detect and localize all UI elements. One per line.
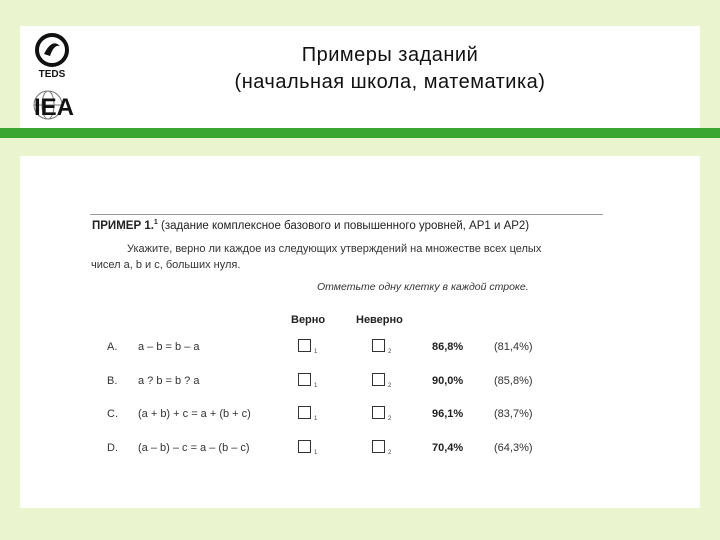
true-code: 1 (314, 383, 318, 389)
row-letter: A. (107, 341, 118, 353)
teds-logo (30, 32, 74, 80)
true-code: 1 (314, 416, 318, 422)
page-title-line1: Примеры заданий (301, 44, 479, 66)
true-code: 1 (314, 450, 318, 456)
prompt-line1: Укажите, верно ли каждое из следующих утверждений на множестве всех целых (127, 243, 542, 255)
statement-row (20, 406, 700, 428)
row-letter: D. (107, 442, 118, 454)
header-panel (20, 26, 700, 128)
iea-logo (30, 88, 78, 122)
true-checkbox[interactable] (298, 373, 311, 386)
row-percent: 90,0% (432, 375, 464, 387)
content-panel (20, 156, 700, 508)
false-code: 2 (388, 383, 392, 389)
false-code: 2 (388, 450, 392, 456)
example-heading (92, 219, 529, 232)
false-checkbox[interactable] (372, 406, 385, 419)
column-header-false: Неверно (356, 314, 403, 326)
top-rule (90, 214, 603, 215)
row-intl-percent: (83,7%) (494, 408, 533, 420)
example-label: ПРИМЕР 1. (92, 219, 154, 232)
true-checkbox[interactable] (298, 406, 311, 419)
row-statement: (a + b) + c = a + (b + c) (138, 408, 251, 420)
false-checkbox[interactable] (372, 440, 385, 453)
false-code: 2 (388, 416, 392, 422)
row-percent: 86,8% (432, 341, 464, 353)
statement-row (20, 373, 700, 395)
row-letter: C. (107, 408, 118, 420)
row-statement: a ? b = b ? a (138, 375, 200, 387)
column-header-true: Верно (291, 314, 326, 326)
false-code: 2 (388, 349, 392, 355)
row-letter: B. (107, 375, 118, 387)
example-caption: (задание комплексное базового и повышенного уровней, AP1 и AP2) (157, 219, 530, 232)
false-checkbox[interactable] (372, 373, 385, 386)
statement-row (20, 339, 700, 361)
row-statement: a – b = b – a (138, 341, 200, 353)
example-footnote-mark: 1 (153, 219, 158, 226)
iea-logo-text: IEA (34, 94, 75, 121)
true-checkbox[interactable] (298, 440, 311, 453)
row-statement: (a – b) – c = a – (b – c) (138, 442, 250, 454)
row-percent: 70,4% (432, 442, 464, 454)
statement-row (20, 440, 700, 462)
row-percent: 96,1% (432, 408, 464, 420)
instruction-text: Отметьте одну клетку в каждой строке. (317, 281, 529, 293)
prompt-line2: чисел a, b и c, больших нуля. (91, 259, 241, 271)
false-checkbox[interactable] (372, 339, 385, 352)
accent-divider (0, 128, 720, 138)
row-intl-percent: (64,3%) (494, 442, 533, 454)
true-code: 1 (314, 349, 318, 355)
row-intl-percent: (85,8%) (494, 375, 533, 387)
teds-logo-text: TEDS (38, 69, 66, 80)
row-intl-percent: (81,4%) (494, 341, 533, 353)
true-checkbox[interactable] (298, 339, 311, 352)
page-title-line2: (начальная школа, математика) (234, 71, 546, 93)
